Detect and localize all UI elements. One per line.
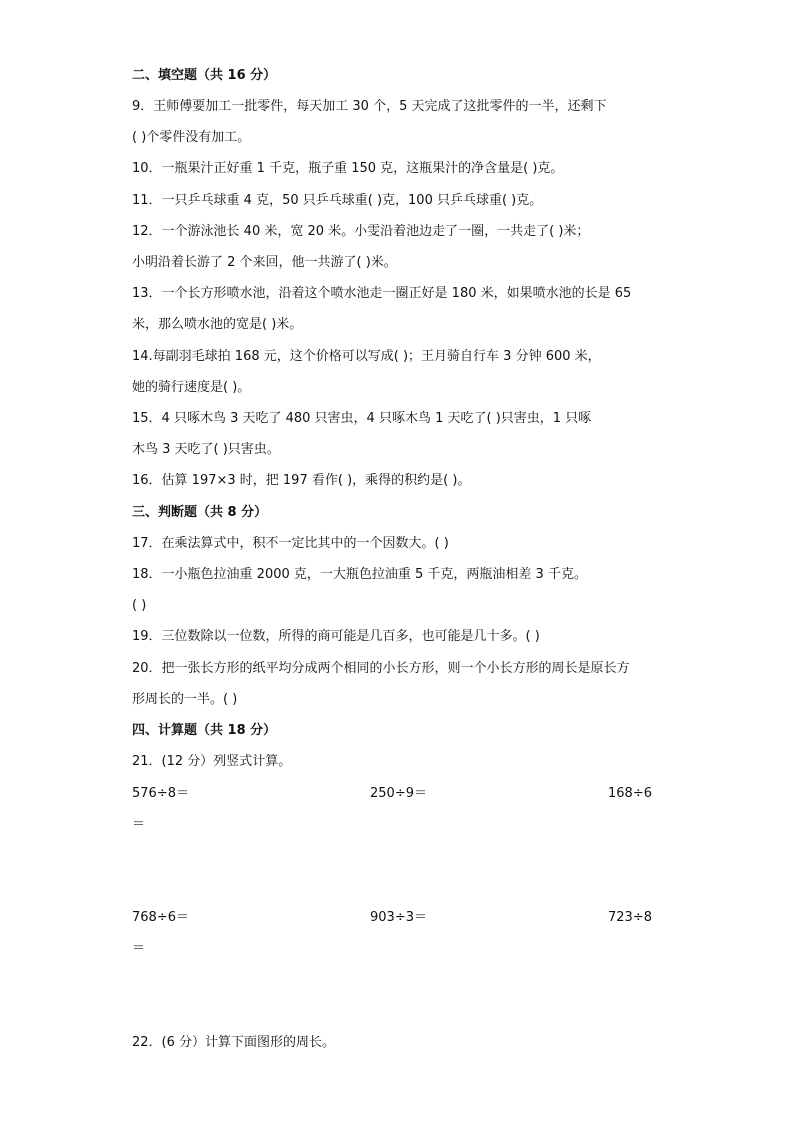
section-heading-fill: 二、填空题（共 16 分） (132, 68, 277, 83)
question-15-line-1: 15．4 只啄木鸟 3 天吃了 480 只害虫，4 只啄木鸟 1 天吃了( )只害虫，1 只啄 (132, 411, 592, 426)
question-14-line-2: 她的骑行速度是( )。 (132, 380, 251, 395)
question-9-line-1: 9．王师傅要加工一批零件，每天加工 30 个，5 天完成了这批零件的一半，还剩下 (132, 99, 607, 114)
calc-item-168-div-6-equals: ＝ (132, 817, 146, 832)
question-12-line-1: 12．一个游泳池长 40 米，宽 20 米。小雯沿着池边走了一圈，一共走了( )米； (132, 224, 590, 239)
question-20-line-2: 形周长的一半。( ) (132, 692, 238, 707)
question-10: 10．一瓶果汁正好重 1 千克，瓶子重 150 克，这瓶果汁的净含量是( )克。 (132, 161, 564, 176)
question-22: 22．(6 分）计算下面图形的周长。 (132, 1035, 336, 1050)
question-9-line-2: ( )个零件没有加工。 (132, 130, 251, 145)
calc-item-768-div-6: 768÷6＝ (132, 910, 189, 925)
question-11: 11．一只乒乓球重 4 克，50 只乒乓球重( )克，100 只乒乓球重( )克。 (132, 193, 543, 208)
question-14-line-1: 14.每副羽毛球拍 168 元，这个价格可以写成( )；王月骑自行车 3 分钟 600 米， (132, 349, 601, 364)
question-18-line-2: ( ) (132, 598, 147, 613)
question-15-line-2: 木鸟 3 天吃了( )只害虫。 (132, 442, 280, 457)
section-heading-calc: 四、计算题（共 18 分） (132, 723, 277, 738)
calc-item-723-div-8: 723÷8 (608, 910, 652, 925)
calc-item-576-div-8: 576÷8＝ (132, 786, 189, 801)
question-16: 16．估算 197×3 时，把 197 看作( )，乘得的积约是( )。 (132, 473, 471, 488)
question-21: 21．(12 分）列竖式计算。 (132, 754, 292, 769)
question-17: 17．在乘法算式中，积不一定比其中的一个因数大。( ) (132, 536, 449, 551)
question-20-line-1: 20．把一张长方形的纸平均分成两个相同的小长方形，则一个小长方形的周长是原长方 (132, 661, 630, 676)
calc-item-168-div-6: 168÷6 (608, 786, 652, 801)
question-19: 19．三位数除以一位数，所得的商可能是几百多，也可能是几十多。( ) (132, 629, 540, 644)
question-18-line-1: 18．一小瓶色拉油重 2000 克，一大瓶色拉油重 5 千克，两瓶油相差 3 千克。 (132, 567, 587, 582)
section-heading-judge: 三、判断题（共 8 分） (132, 505, 268, 520)
question-12-line-2: 小明沿着长游了 2 个来回，他一共游了( )米。 (132, 255, 397, 270)
question-13-line-1: 13．一个长方形喷水池，沿着这个喷水池走一圈正好是 180 米，如果喷水池的长是 65 (132, 286, 632, 301)
question-13-line-2: 米，那么喷水池的宽是( )米。 (132, 317, 303, 332)
calc-item-250-div-9: 250÷9＝ (370, 786, 427, 801)
calc-item-723-div-8-equals: ＝ (132, 941, 146, 956)
calc-item-903-div-3: 903÷3＝ (370, 910, 427, 925)
